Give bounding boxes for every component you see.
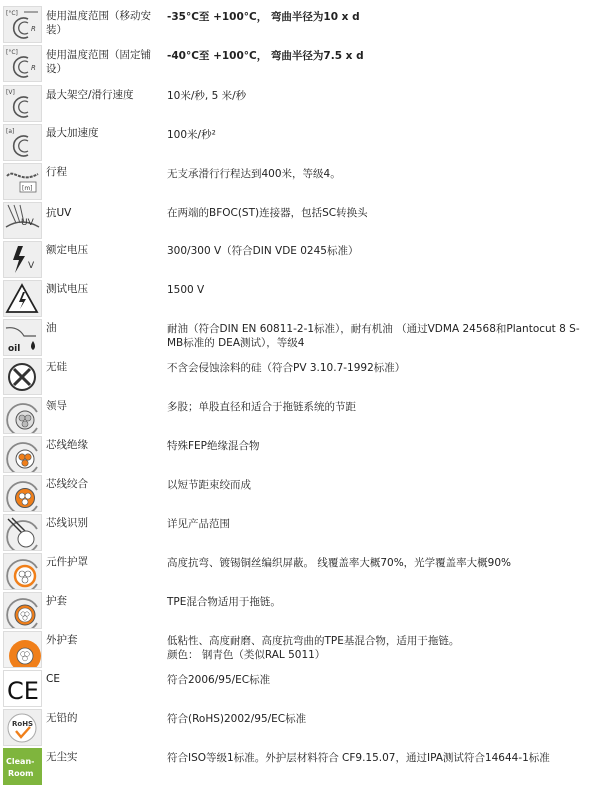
uv-resistance-icon [3,202,42,239]
spec-row [0,592,598,629]
spec-label: CE [46,673,60,685]
spec-row [0,124,598,161]
spec-label: 芯线绞合 [46,478,88,490]
svg-text:[°C]: [°C] [6,49,18,56]
svg-text:V: V [28,261,35,271]
spec-row [0,709,598,746]
spec-row [0,475,598,512]
svg-text:[°C]: [°C] [6,10,18,17]
spec-value: 多股；单股直径和适合于拖链系统的节距 [167,401,356,413]
oil-resistance-icon [3,319,42,356]
rohs-icon [3,709,42,746]
outer-jacket-icon [3,631,42,668]
spec-label: 使用温度范围（固定铺设） [46,49,151,75]
spec-value: 在两端的BFOC(ST)连接器，包括SC转换头 [167,207,368,219]
spec-value: 详见产品范围 [167,518,230,530]
spec-label: 领导 [46,400,67,412]
spec-value: 10米/秒, 5 米/秒 [167,90,247,102]
svg-text:Room: Room [8,769,34,778]
spec-value-line: 耐油（符合DIN EN 60811-2-1标准），耐有机油 （通过VDMA 24568和Plantocut 8 S- [167,323,580,335]
spec-label: 最大加速度 [46,127,99,139]
svg-text:[V]: [V] [6,89,15,96]
core-identification-icon [3,514,42,551]
sheath-icon [3,592,42,629]
spec-label: 额定电压 [46,244,88,256]
spec-label: 无硅 [46,361,67,373]
silicone-free-icon [3,358,42,395]
svg-text:oil: oil [8,344,21,354]
spec-value: 高度抗弯、镀锡铜丝编织屏蔽。 线覆盖率大概70%，光学覆盖率大概90% [167,557,512,569]
spec-row [0,514,598,551]
rated-voltage-icon [3,241,42,278]
spec-label: 测试电压 [46,283,88,295]
spec-value: -40°C至 +100°C， 弯曲半径为7.5 x d [167,50,364,62]
spec-label: 使用温度范围（移动安装） [46,10,151,36]
clean-room-icon [3,748,42,785]
spec-value-line: MB标准的 DEA测试），等级4 [167,337,305,349]
spec-label: 油 [46,322,57,334]
spec-row [0,436,598,473]
spec-row [0,358,598,395]
spec-value: 无支承滑行行程达到400米，等级4。 [167,168,341,180]
spec-value: 符合(RoHS)2002/95/EC标准 [167,713,307,725]
spec-value: 300/300 V（符合DIN VDE 0245标准） [167,245,359,257]
test-voltage-icon [3,280,42,317]
spec-label: 芯线绝缘 [46,439,88,451]
spec-value-line: 颜色： 钢青色（类似RAL 5011） [167,649,326,661]
spec-label: 无尘实 [46,751,78,763]
spec-label: 最大架空/滑行速度 [46,89,134,101]
spec-value: 符合ISO等级1标准。外护层材料符合 CF9.15.07，通过IPA测试符合14644-1标准 [167,752,550,764]
spec-label: 护套 [46,595,67,607]
svg-text:R: R [31,25,36,33]
spec-row [0,202,598,239]
max-acceleration-icon [3,124,42,161]
spec-value: 以短节距束绞而成 [167,479,251,491]
spec-row [0,319,598,356]
svg-text:[m]: [m] [22,185,33,192]
spec-value [167,634,595,662]
svg-text:[a]: [a] [6,128,15,135]
svg-text:RoHS: RoHS [12,720,34,728]
spec-row [0,631,598,668]
spec-value [167,322,595,350]
svg-text:Clean-: Clean- [6,757,35,766]
spec-row [0,397,598,434]
conductor-icon [3,397,42,434]
temperature-range-moving-icon [3,6,42,43]
spec-label: 抗UV [46,207,72,219]
spec-label: 无铅的 [46,712,78,724]
spec-row [0,45,598,82]
spec-value: TPE混合物适用于拖链。 [167,596,281,608]
spec-row [0,6,598,43]
spec-row [0,85,598,122]
temperature-range-fixed-icon [3,45,42,82]
ce-mark-icon [3,670,42,707]
svg-text:CE: CE [7,677,39,705]
spec-value: 1500 V [167,284,205,296]
svg-text:R: R [31,64,36,72]
element-shield-icon [3,553,42,590]
spec-label: 行程 [46,166,67,178]
spec-label: 外护套 [46,634,78,646]
spec-row [0,748,598,785]
spec-value: 100米/秒² [167,129,216,141]
spec-row [0,163,598,200]
spec-value: 特殊FEP绝缘混合物 [167,440,260,452]
core-stranding-icon [3,475,42,512]
spec-row [0,670,598,707]
core-insulation-icon [3,436,42,473]
spec-value: 符合2006/95/EC标准 [167,674,271,686]
max-speed-icon [3,85,42,122]
spec-label: 元件护罩 [46,556,88,568]
spec-value: -35°C至 +100°C， 弯曲半径为10 x d [167,11,360,23]
spec-label: 芯线识别 [46,517,88,529]
spec-row [0,241,598,278]
spec-row [0,553,598,590]
spec-row [0,280,598,317]
spec-value-line: 低粘性、高度耐磨、高度抗弯曲的TPE基混合物，适用于拖链。 [167,635,460,647]
travel-distance-icon [3,163,42,200]
spec-value: 不含会侵蚀涂料的硅（符合PV 3.10.7-1992标准） [167,362,406,374]
svg-text:UV: UV [21,218,34,228]
